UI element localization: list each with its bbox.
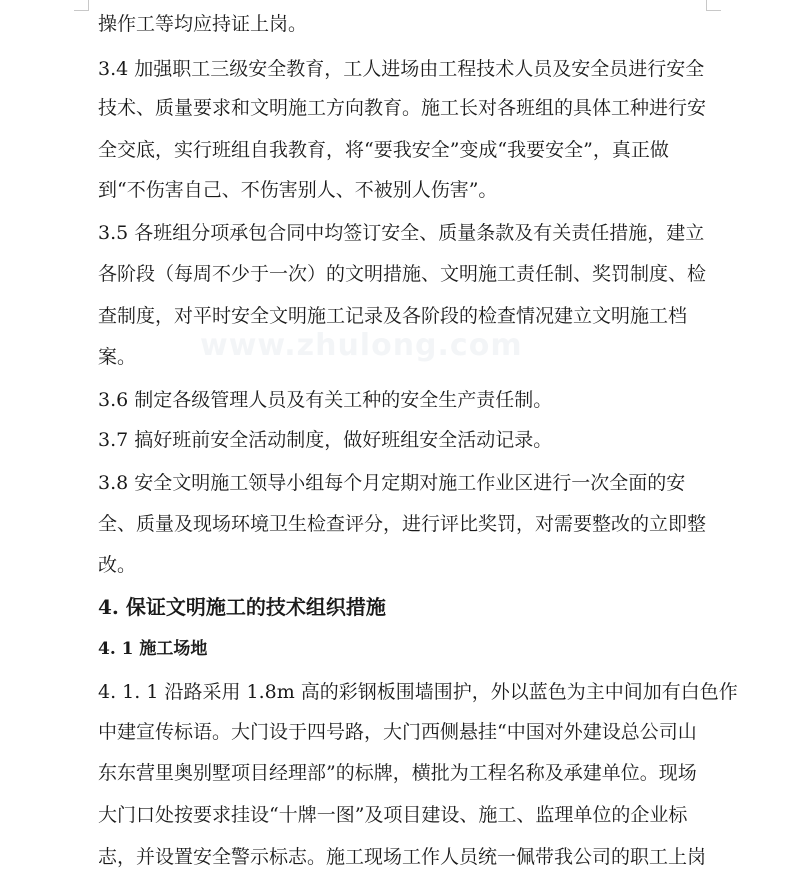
paragraph-line: 技术、质量要求和文明施工方向教育。施工长对各班组的具体工种进行安	[98, 97, 707, 119]
paragraph-line: 查制度，对平时安全文明施工记录及各阶段的检查情况建立文明施工档	[98, 305, 688, 327]
watermark: www.zhulong.com	[200, 328, 523, 363]
paragraph-line: 到“不伤害自己、不伤害别人、不被别人伤害”。	[98, 179, 498, 201]
subsection-heading: 4. 1 施工场地	[98, 639, 208, 659]
paragraph-line: 3.4 加强职工三级安全教育，工人进场由工程技术人员及安全员进行安全	[98, 58, 705, 80]
paragraph-line: 志，并设置安全警示标志。施工现场工作人员统一佩带我公司的职工上岗	[98, 846, 707, 868]
paragraph-line: 3.8 安全文明施工领导小组每个月定期对施工作业区进行一次全面的安	[98, 472, 686, 494]
margin-corner-mark	[74, 0, 89, 11]
paragraph-line: 操作工等均应持证上岗。	[98, 13, 308, 35]
paragraph-line: 中建宣传标语。大门设于四号路，大门西侧悬挂“中国对外建设总公司山	[98, 721, 697, 743]
paragraph-line: 东东营里奥别墅项目经理部”的标牌，横批为工程名称及承建单位。现场	[98, 762, 697, 784]
section-heading: 4. 保证文明施工的技术组织措施	[98, 595, 386, 619]
paragraph-line: 3.5 各班组分项承包合同中均签订安全、质量条款及有关责任措施，建立	[98, 222, 705, 244]
paragraph-line: 全交底，实行班组自我教育，将“要我安全”变成“我要安全”，真正做	[98, 139, 669, 161]
paragraph-line: 3.7 搞好班前安全活动制度，做好班组安全活动记录。	[98, 429, 553, 451]
paragraph-line: 3.6 制定各级管理人员及有关工种的安全生产责任制。	[98, 389, 553, 411]
paragraph-line: 各阶段（每周不少于一次）的文明措施、文明施工责任制、奖罚制度、检	[98, 263, 707, 285]
paragraph-line: 全、质量及现场环境卫生检查评分，进行评比奖罚，对需要整改的立即整	[98, 513, 707, 535]
margin-corner-mark	[706, 0, 721, 11]
paragraph-line: 大门口处按要求挂设“十牌一图”及项目建设、施工、监理单位的企业标	[98, 804, 688, 826]
paragraph-line: 改。	[98, 554, 137, 576]
paragraph-line: 案。	[98, 346, 137, 368]
paragraph-line: 4. 1. 1 沿路采用 1.8m 高的彩钢板围墙围护，外以蓝色为主中间加有白色作	[98, 681, 738, 703]
